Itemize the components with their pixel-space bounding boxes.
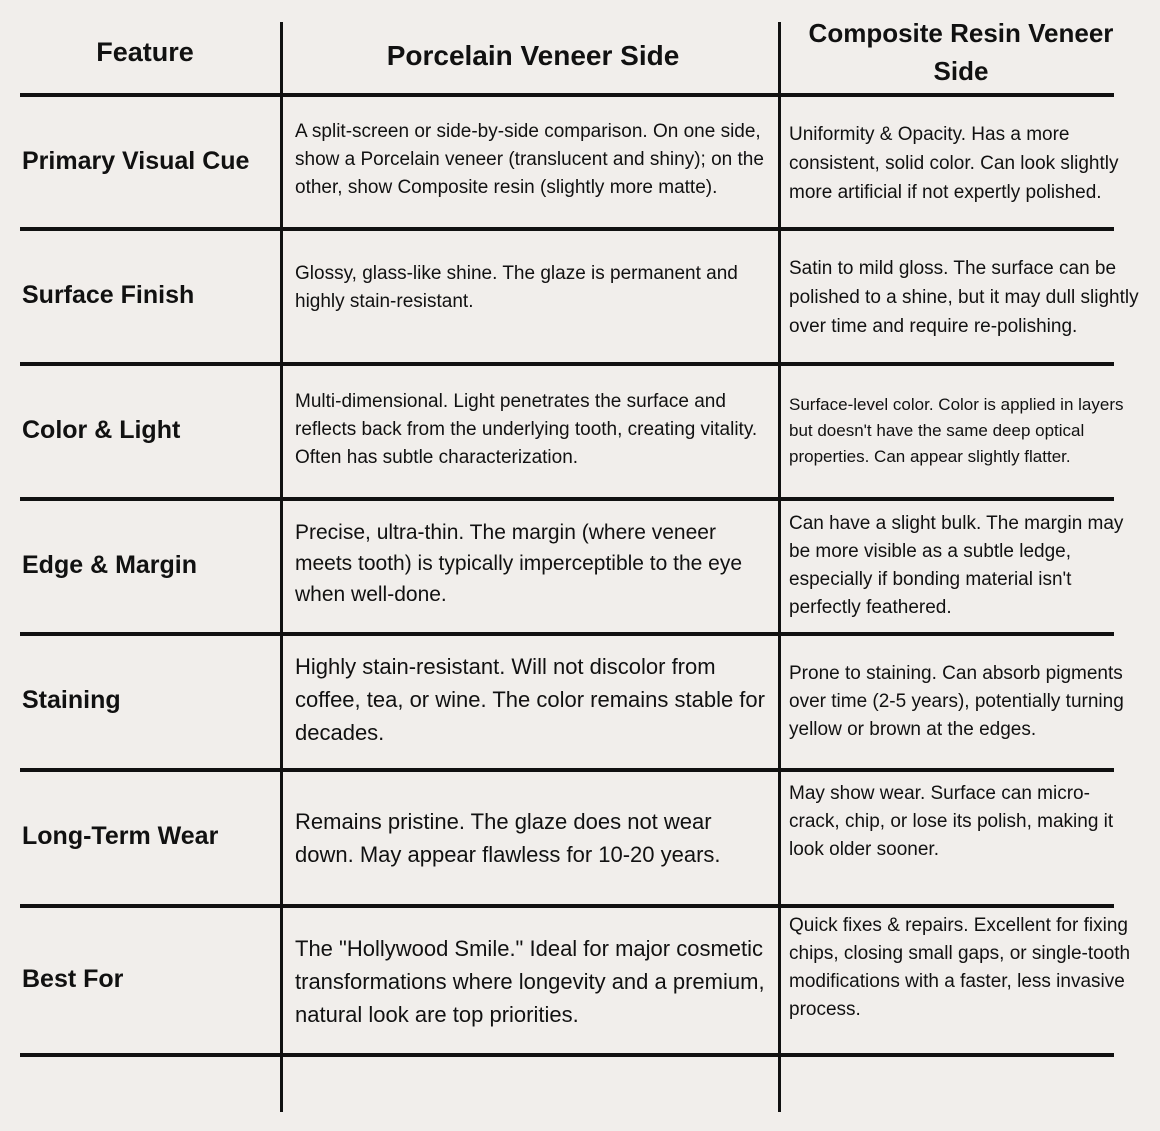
feature-surface-finish: Surface Finish — [22, 280, 195, 309]
composite-text: Surface-level color. Color is applied in layers but doesn't have the same deep optical properties. Can appear slightly flatter. — [789, 395, 1124, 466]
porcelain-text: Highly stain-resistant. Will not discolor from coffee, tea, or wine. The color remains stable for decades. — [295, 653, 765, 745]
header-feature: Feature — [96, 37, 194, 67]
porcelain-text: Precise, ultra-thin. The margin (where veneer meets tooth) is typically imperceptible to the eye when well-done. — [295, 520, 743, 606]
composite-text: Can have a slight bulk. The margin may be more visible as a subtle ledge, especially if bonding material isn't perfectly feathered. — [789, 513, 1124, 618]
feature-best-for: Best For — [22, 965, 124, 993]
composite-color-light — [789, 372, 1139, 490]
porcelain-surface-finish — [295, 235, 773, 341]
composite-text: Satin to mild gloss. The surface can be polished to a shine, but it may dull slightly over time and require re-polishing. — [789, 257, 1139, 337]
row-divider-7 — [20, 1053, 1114, 1057]
porcelain-text: Multi-dimensional. Light penetrates the surface and reflects back from the underlying tooth, creating vitality. Often has subtle characterization. — [295, 391, 758, 468]
feature-primary-visual-cue: Primary Visual Cue — [22, 146, 250, 175]
porcelain-text: Glossy, glass-like shine. The glaze is permanent and highly stain-resistant. — [295, 263, 738, 312]
feature-edge-margin: Edge & Margin — [22, 550, 198, 579]
porcelain-color-light — [295, 368, 773, 492]
porcelain-text: The "Hollywood Smile." Ideal for major cosmetic transformations where longevity and a premium, natural look are top priorities. — [295, 935, 765, 1027]
column-divider-1 — [280, 22, 283, 1112]
feature-long-term-wear: Long-Term Wear — [22, 822, 219, 850]
header-porcelain: Porcelain Veneer Side — [386, 40, 680, 71]
porcelain-text: Remains pristine. The glaze does not wear down. May appear flawless for 10-20 years. — [295, 809, 721, 867]
composite-text: Prone to staining. Can absorb pigments over time (2-5 years), potentially turning yellow or brown at the edges. — [789, 663, 1124, 740]
feature-staining: Staining — [22, 686, 121, 714]
composite-primary-visual-cue — [789, 103, 1139, 223]
composite-best-for — [789, 908, 1139, 1028]
porcelain-long-term-wear — [295, 787, 773, 889]
composite-long-term-wear — [789, 778, 1139, 866]
composite-edge-margin — [789, 506, 1139, 626]
porcelain-best-for — [295, 913, 773, 1049]
composite-text: Quick fixes & repairs. Excellent for fixing chips, closing small gaps, or single-tooth modifications with a faster, less invasive process. — [789, 915, 1131, 1020]
header-composite: Composite Resin Veneer Side — [808, 18, 1114, 86]
porcelain-staining — [295, 648, 773, 750]
composite-text: Uniformity & Opacity. Has a more consistent, solid color. Can look slightly more artificial if not expertly polished. — [789, 123, 1119, 203]
composite-surface-finish — [789, 237, 1139, 357]
composite-staining — [789, 642, 1139, 762]
porcelain-primary-visual-cue — [295, 103, 773, 217]
column-divider-2 — [778, 22, 781, 1112]
porcelain-edge-margin — [295, 510, 773, 616]
composite-text: May show wear. Surface can micro-crack, chip, or lose its polish, making it look older sooner. — [789, 783, 1114, 860]
porcelain-text: A split-screen or side-by-side comparison. On one side, show a Porcelain veneer (translucent and shiny); on the other, show Composite resin (slightly more matte). — [295, 121, 764, 198]
feature-color-light: Color & Light — [22, 415, 181, 444]
